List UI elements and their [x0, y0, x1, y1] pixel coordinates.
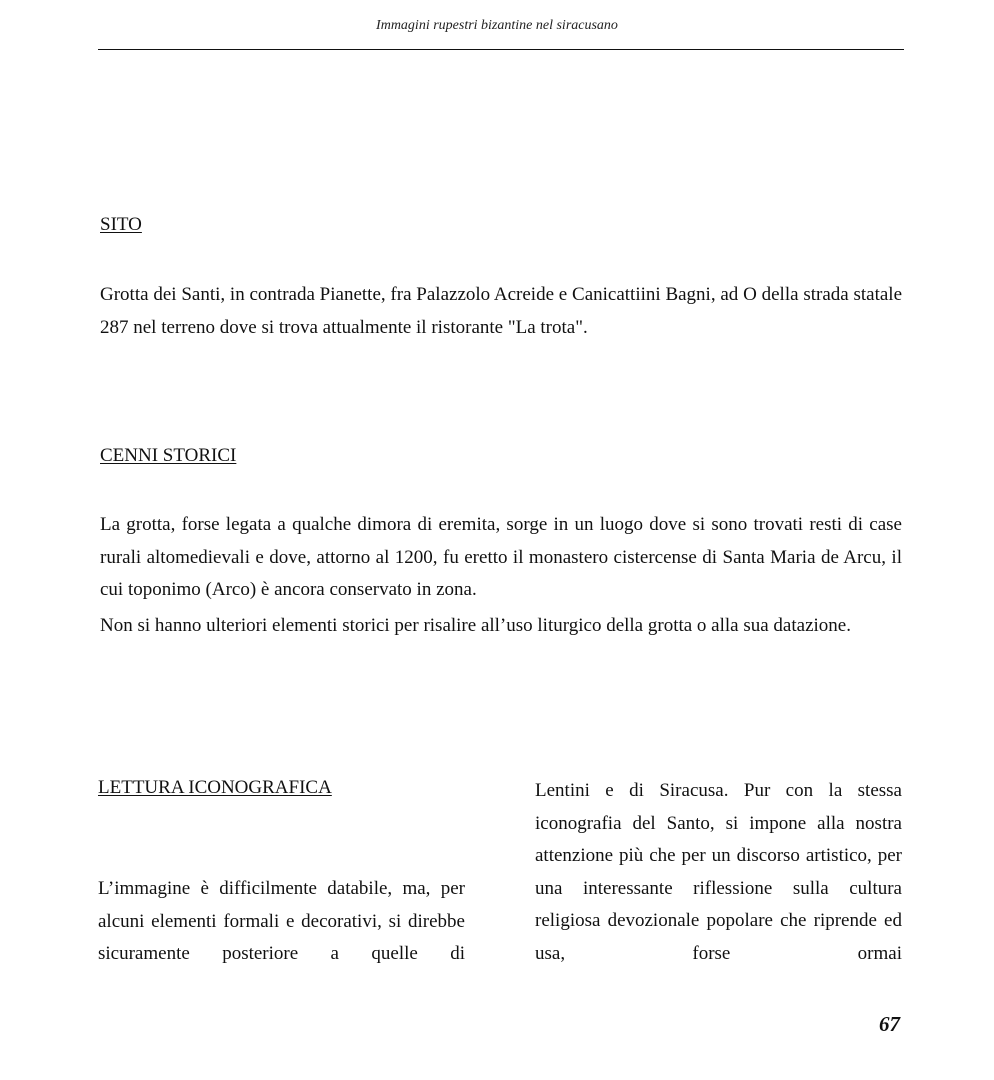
paragraph-cenni-1: La grotta, forse legata a qualche dimora di eremita, sorge in un luogo dove si sono trovati resti di case rurali altomedievali e dove, attorno al 1200, fu eretto il monastero cistercense di Santa Maria de Arcu, il cui toponimo (Arco) è ancora conservato in zona.	[100, 514, 902, 600]
running-header: Immagini rupestri bizantine nel siracusano	[376, 18, 618, 33]
column-right-text: Lentini e di Siracusa. Pur con la stessa iconografia del Santo, si impone alla nostra attenzione più che per un discorso artistico, per una interessante riflessione sulla cultura religiosa devozionale popolare che riprende ed usa, forse ormai	[535, 780, 902, 964]
page-number: 67	[879, 1012, 900, 1036]
section-heading-lettura-iconografica: LETTURA ICONOGRAFICA	[98, 777, 332, 798]
header-rule	[98, 49, 904, 50]
section-heading-cenni-storici: CENNI STORICI	[100, 445, 237, 466]
paragraph-sito: Grotta dei Santi, in contrada Pianette, fra Palazzolo Acreide e Canicattiini Bagni, ad O della strada statale 287 nel terreno dove si trova attualmente il ristorante "La trota".	[100, 284, 902, 338]
paragraph-cenni-2: Non si hanno ulteriori elementi storici per risalire all’uso liturgico della grotta o alla sua datazione.	[100, 615, 851, 636]
column-left-text: L’immagine è difficilmente databile, ma, per alcuni elementi formali e decorativi, si direbbe sicuramente posteriore a quelle di	[98, 878, 465, 964]
section-heading-sito: SITO	[100, 214, 142, 235]
